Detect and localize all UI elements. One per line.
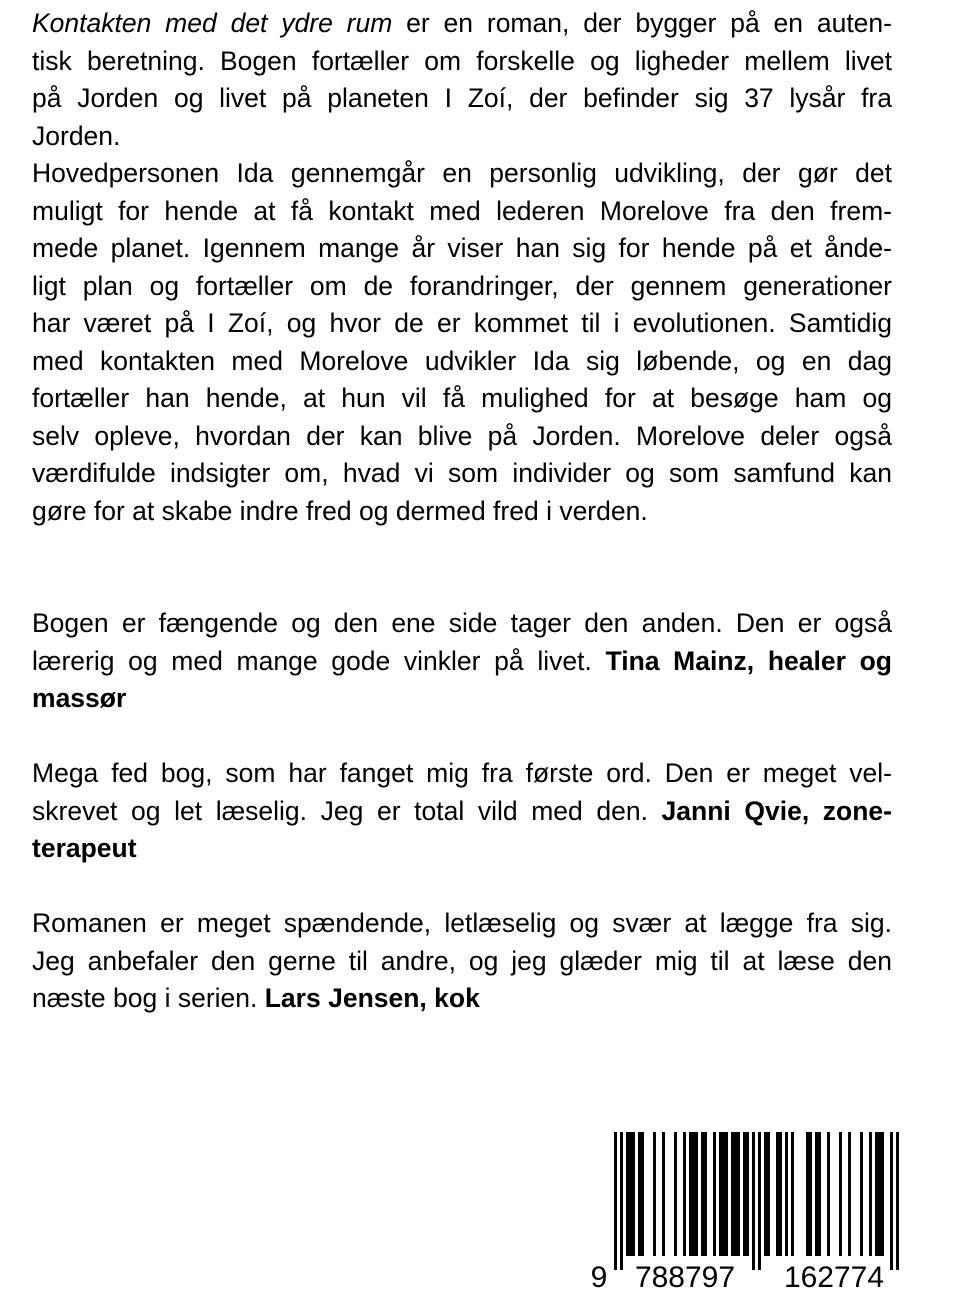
text-span: er en roman, der bygger på en auten- — [392, 8, 892, 38]
barcode-bar — [791, 1132, 794, 1256]
barcode-bar — [662, 1132, 665, 1256]
barcode-bar — [743, 1132, 746, 1256]
isbn-barcode — [590, 1132, 906, 1292]
barcode-bar — [809, 1132, 812, 1256]
barcode-bar — [701, 1132, 704, 1256]
text-span: Hovedpersonen Ida gennemgår en personlig udvikling, der gør det — [32, 158, 892, 188]
barcode-bar — [653, 1132, 656, 1256]
review-line — [32, 605, 892, 643]
text-span: muligt for hende at få kontakt med lederen Morelove fra den frem- — [32, 195, 892, 226]
barcode-bar — [626, 1132, 629, 1256]
barcode-digits-left: 788797 — [634, 1261, 736, 1292]
text-span: Jeg anbefaler den gerne til andre, og jeg glæder mig til at læse den — [32, 945, 892, 976]
review-line — [32, 643, 892, 681]
barcode-bar — [806, 1132, 809, 1256]
barcode-digits-right: 162774 — [783, 1261, 885, 1292]
blurb-line — [32, 43, 892, 81]
text-span: næste bog i serien. — [32, 983, 265, 1013]
barcode-bar — [776, 1132, 779, 1256]
barcode-bar — [731, 1132, 734, 1256]
review-line — [32, 980, 892, 1018]
barcode-bar — [839, 1132, 842, 1256]
barcode-bar — [719, 1132, 722, 1256]
barcode-bar — [764, 1132, 767, 1256]
blurb-line — [32, 380, 892, 418]
reviewer-name: massør — [32, 683, 127, 713]
barcode-bar — [758, 1132, 761, 1270]
text-span: gøre for at skabe indre fred og dermed fred i verden. — [32, 495, 648, 526]
review-line — [32, 680, 892, 718]
text-span: mede planet. Igennem mange år viser han sig for hende på et ånde- — [32, 233, 892, 263]
reviewer-name: Janni Qvie, zone- — [661, 795, 892, 826]
barcode-digit-first: 9 — [590, 1261, 608, 1292]
blurb-line — [32, 493, 892, 531]
blurb-line — [32, 455, 892, 493]
review-line — [32, 793, 892, 831]
barcode-bar — [875, 1132, 878, 1256]
text-span: tisk beretning. Bogen fortæller om forskelle og ligheder mellem livet — [32, 45, 892, 76]
text-span: fortæller han hende, at hun vil få mulighed for at besøge ham og — [32, 383, 892, 413]
text-span: skrevet og let læselig. Jeg er total vild med den. — [32, 795, 662, 826]
barcode-bar — [620, 1132, 623, 1270]
review-1 — [32, 605, 892, 718]
blurb-line — [32, 80, 892, 118]
book-blurb — [32, 5, 892, 530]
barcode-bar — [614, 1132, 617, 1270]
blurb-line — [32, 230, 892, 268]
barcode-bar — [869, 1132, 872, 1256]
text-span: ligt plan og fortæller om de forandringer, der gennem generationer — [32, 270, 892, 301]
review-line — [32, 905, 892, 943]
blurb-line — [32, 155, 892, 193]
barcode-bar — [779, 1132, 782, 1256]
text-span: med kontakten med Morelove udvikler Ida sig løbende, og en dag — [32, 345, 892, 376]
blurb-line — [32, 343, 892, 381]
blurb-line — [32, 305, 892, 343]
blurb-line — [32, 118, 892, 156]
text-span: værdifulde indsigter om, hvad vi som individer og som samfund kan — [32, 458, 892, 488]
text-span: lærerig og med mange gode vinkler på livet. — [32, 645, 606, 676]
barcode-bar — [746, 1132, 749, 1256]
reviewer-name: Lars Jensen, kok — [264, 983, 480, 1013]
barcode-bar — [689, 1132, 692, 1256]
barcode-bar — [848, 1132, 851, 1256]
barcode-bar — [641, 1132, 644, 1256]
barcode-bar — [752, 1132, 755, 1270]
review-line — [32, 943, 892, 981]
barcode-bar — [896, 1132, 899, 1270]
barcode-bar — [878, 1132, 881, 1256]
blurb-line — [32, 268, 892, 306]
barcode-graphic — [590, 1132, 906, 1292]
barcode-bar — [860, 1132, 863, 1256]
blurb-line — [32, 418, 892, 456]
review-line — [32, 755, 892, 793]
barcode-bar — [695, 1132, 698, 1256]
barcode-bar — [629, 1132, 632, 1256]
barcode-bar — [785, 1132, 788, 1256]
text-span: Bogen er fængende og den ene side tager den anden. Den er også — [32, 608, 892, 638]
blurb-line — [32, 193, 892, 231]
barcode-bar — [767, 1132, 770, 1256]
barcode-bar — [827, 1132, 830, 1256]
blurb-line — [32, 5, 892, 43]
barcode-bar — [818, 1132, 821, 1256]
text-span: på Jorden og livet på planeten I Zoí, der befinder sig 37 lysår fra — [32, 83, 892, 113]
barcode-bar — [692, 1132, 695, 1256]
barcode-bar — [815, 1132, 818, 1256]
barcode-bar — [713, 1132, 716, 1256]
text-span: selv opleve, hvordan der kan blive på Jorden. Morelove deler også — [32, 420, 892, 451]
reviewer-name: Tina Mainz, healer og — [605, 645, 892, 676]
barcode-bar — [674, 1132, 677, 1256]
barcode-bar — [638, 1132, 641, 1256]
barcode-bar — [890, 1132, 893, 1270]
barcode-bar — [722, 1132, 725, 1256]
barcode-bar — [632, 1132, 635, 1256]
review-line — [32, 830, 892, 868]
text-span: Mega fed bog, som har fanget mig fra første ord. Den er meget vel- — [32, 758, 892, 788]
text-span: Romanen er meget spændende, letlæselig og svær at lægge fra sig. — [32, 908, 892, 938]
barcode-bar — [704, 1132, 707, 1256]
barcode-bar — [683, 1132, 686, 1256]
review-3 — [32, 905, 892, 1018]
barcode-bar — [725, 1132, 728, 1256]
barcode-bar — [737, 1132, 740, 1256]
text-span: har været på I Zoí, og hvor de er kommet til i evolutionen. Samtidig — [32, 308, 892, 338]
barcode-bar — [881, 1132, 884, 1256]
text-span: Jorden. — [32, 120, 121, 151]
reviewer-name: terapeut — [32, 833, 137, 863]
book-title: Kontakten med det ydre rum — [32, 8, 393, 38]
barcode-bar — [734, 1132, 737, 1256]
review-2 — [32, 755, 892, 868]
